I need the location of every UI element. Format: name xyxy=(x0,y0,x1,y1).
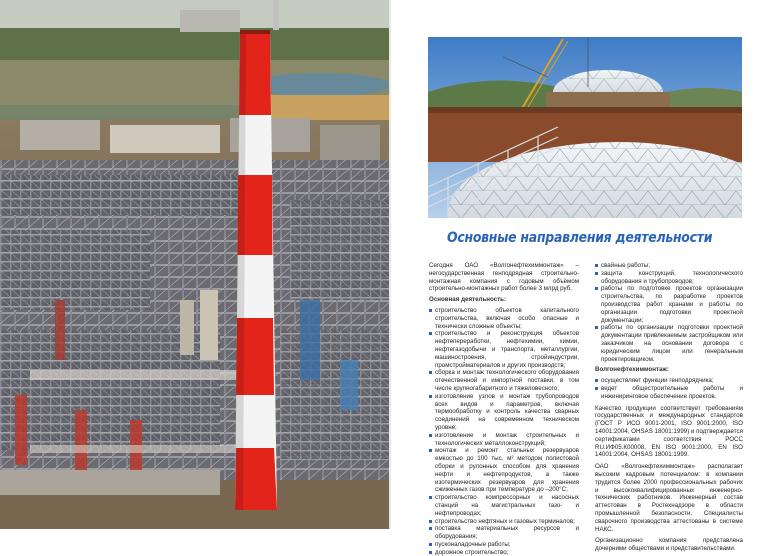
activities-list xyxy=(429,307,579,556)
list-item: дорожное строительство; xyxy=(429,549,579,556)
page-title: Основные направления деятельности xyxy=(447,230,713,246)
bullet-icon xyxy=(429,496,432,499)
bullet-icon xyxy=(429,395,432,398)
list-item: монтаж и ремонт стальных резервуаров емкостью до 100 тыс. м³ методом полистовой сборки и рулонных способом для хранения нефти и нефтепродуктов, а также изотермических резервуаров для хранения сжиженных газов при температуре до –200°С; xyxy=(429,447,579,494)
storage-tank-illustration xyxy=(428,37,742,218)
bullet-icon xyxy=(595,326,598,329)
bullet-icon xyxy=(429,543,432,546)
list-item: сборка и монтаж технологического оборудования отечественной и импортной поставки, в том числе крупногабаритного и тяжеловесного; xyxy=(429,369,579,392)
list-item: работы по подготовке проектов организации строительства, по разработке проектов производства работ кранами и работы по организации подготовки проектной документации; xyxy=(595,285,743,324)
company-heading: Волгонефтехиммонтаж: xyxy=(595,366,669,374)
list-item: строительство объектов капитального строительства, включая особо опасные и технически сложные объекты; xyxy=(429,307,579,330)
text-column-right xyxy=(595,262,743,555)
list-item: строительство и реконструкция объектов нефтепереработки, нефтехимии, химии, нефтегазодобычи и транспорта, металлургии, машиностроения, стройиндустрии, промстройматериалов и других производств; xyxy=(429,330,579,369)
list-item: строительство нефтяных и газовых терминалов; xyxy=(429,518,579,526)
chimney xyxy=(235,30,277,510)
activities-heading: Основная деятельность: xyxy=(429,296,507,304)
staff-paragraph: ОАО «Волгонефтехиммонтаж» располагает высоким кадровым потенциалом: в компании трудится более 2000 профессиональных рабочих и высококвалифицированных инженерно-технических работников. Инженерный состав аттестован в Ростехнадзоре в области промышленной безопасности. Специалисты сварочного производства аттестованы в системе НАКС. xyxy=(595,463,743,533)
bullet-icon xyxy=(595,387,598,390)
list-item: строительство компрессорных и насосных станций на магистральных газо- и нефтепроводах; xyxy=(429,494,579,517)
list-item: работы по организации подготовки проектной документации привлекаемым застройщиком или заказчиком на основании договора с юридическим лицом или генеральным проектировщиком. xyxy=(595,324,743,363)
bullet-icon xyxy=(429,371,432,374)
bullet-icon xyxy=(429,449,432,452)
text-column-left xyxy=(429,262,579,556)
quality-paragraph: Качество продукции соответствует требованиям государственных и международных стандартов (ГОСТ Р ИСО 9001-2001, ISO 9001:2000, ISO 14001:2004, OHSAS 18001:1999) и подтверждается сертификатами соответствия РОСС RU.ИФ05.К00008, EN ISO 9001:2000, EN ISO 14001:2004, OHSAS 18001:1999. xyxy=(595,404,743,459)
branches-paragraph: Организационно компания представлена дочерними обществами и представительствами. xyxy=(595,537,743,553)
list-item: изготовление и монтаж строительных и технологических металлоконструкций; xyxy=(429,432,579,448)
bullet-icon xyxy=(429,332,432,335)
tank-dome-photo xyxy=(428,37,742,218)
list-item: изготовление узлов и монтаж трубопроводов всех видов и параметров, включая термообработку и контроль качества сварных соединений на современном техническом уровне; xyxy=(429,393,579,432)
right-page xyxy=(391,0,780,556)
bullet-icon xyxy=(429,309,432,312)
list-item: свайные работы; xyxy=(595,262,743,270)
bullet-icon xyxy=(429,520,432,523)
bullet-icon xyxy=(595,264,598,267)
company-list xyxy=(595,377,743,400)
list-item: защита конструкций, технологического оборудования и трубопроводов; xyxy=(595,270,743,286)
list-item: осуществляет функции генподрядчика; xyxy=(595,377,743,385)
list-item: пусконаладочные работы; xyxy=(429,541,579,549)
list-item: ведет общестроительные работы и инжиниринговое обеспечение проектов. xyxy=(595,385,743,401)
bullet-icon xyxy=(595,287,598,290)
list-item: поставка материальных ресурсов и оборудования; xyxy=(429,525,579,541)
bullet-icon xyxy=(429,434,432,437)
refinery-aerial-photo xyxy=(0,0,390,529)
refinery-aerial-illustration xyxy=(0,0,390,529)
bullet-icon xyxy=(429,551,432,554)
activities-list-continued xyxy=(595,262,743,363)
bullet-icon xyxy=(595,272,598,275)
bullet-icon xyxy=(595,379,598,382)
intro-paragraph: Сегодня ОАО «Волгонефтехиммонтаж» – негосударственная генподрядная строительно-монтажная компания с годовым объёмом строительно-монтажных работ более 3 млрд руб. xyxy=(429,262,579,293)
